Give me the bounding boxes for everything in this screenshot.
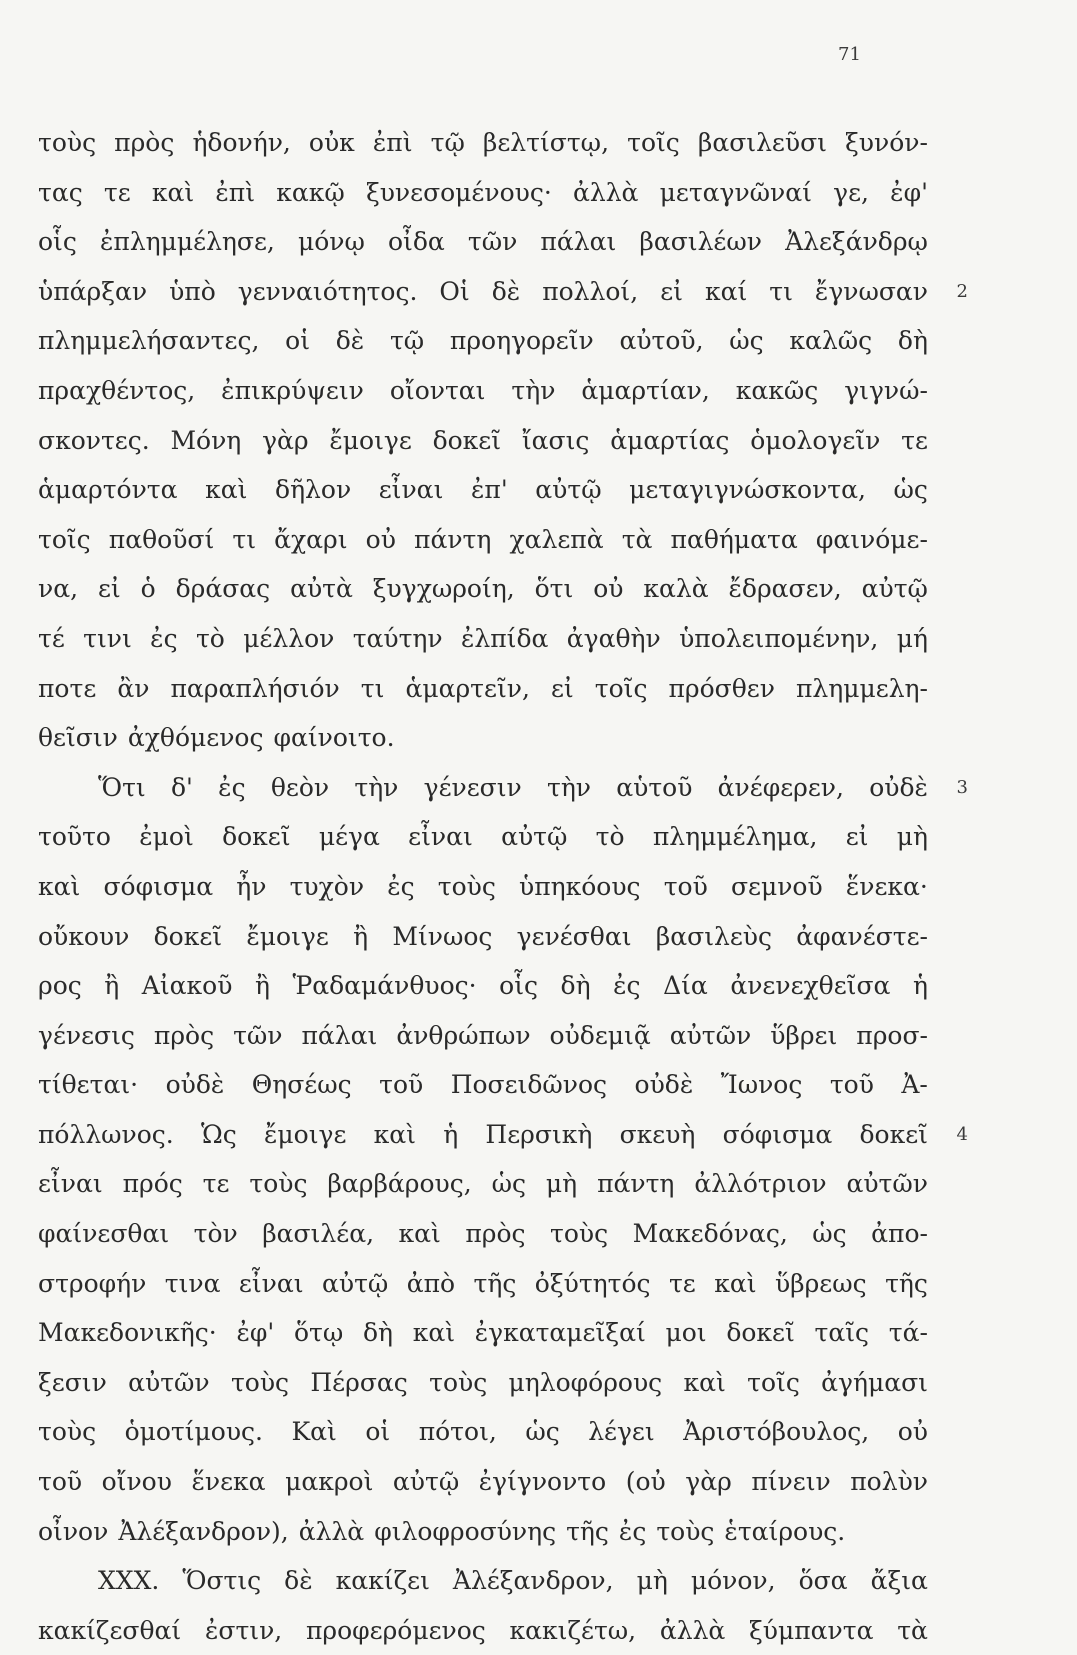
text-line: [38, 416, 928, 466]
text-line: [38, 812, 928, 862]
text-line-content: τοὺς ὁμοτίμους. Καὶ οἱ πότοι, ὡς λέγει Ἀριστόβουλος, οὐ: [38, 1417, 928, 1447]
text-line-content: ποτε ἂν παραπλήσιόν τι ἁμαρτεῖν, εἰ τοῖς πρόσθεν πλημμελη-: [38, 673, 928, 703]
text-line: [38, 664, 928, 714]
text-line: [38, 1407, 928, 1457]
greek-text-body: [38, 118, 968, 1655]
text-line: [38, 366, 928, 416]
text-line-content: τοὺς πρὸς ἡδονήν, οὐκ ἐπὶ τῷ βελτίστῳ, τοῖς βασιλεῦσι ξυνόν-: [38, 128, 928, 157]
text-line-content: τοῖς παθοῦσί τι ἄχαρι οὐ πάντη χαλεπὰ τὰ παθήματα φαινόμε-: [38, 524, 928, 554]
text-line: [38, 1259, 928, 1309]
text-line: [38, 961, 928, 1011]
text-line: [38, 614, 928, 664]
text-line-content: κακίζεσθαί ἐστιν, προφερόμενος κακιζέτω, ἀλλὰ ξύμπαντα τὰ: [38, 1615, 928, 1645]
text-line-content: θεῖσιν ἀχθόμενος φαίνοιτο.: [38, 723, 395, 753]
text-line: [38, 1308, 928, 1358]
text-line-content: Μακεδονικῆς· ἐφ' ὅτῳ δὴ καὶ ἐγκαταμεῖξαί μοι δοκεῖ ταῖς τά-: [38, 1318, 928, 1348]
text-line-content: σκοντες. Μόνη γὰρ ἔμοιγε δοκεῖ ἴασις ἁμαρτίας ὁμολογεῖν τε: [38, 425, 928, 455]
text-line-content: να, εἰ ὁ δράσας αὐτὰ ξυγχωροίη, ὅτι οὐ καλὰ ἔδρασεν, αὐτῷ: [38, 574, 928, 604]
text-line-content: καὶ σόφισμα ἦν τυχὸν ἐς τοὺς ὑπηκόους τοῦ σεμνοῦ ἕνεκα·: [38, 871, 928, 901]
text-line-content: ξεσιν αὐτῶν τοὺς Πέρσας τοὺς μηλοφόρους καὶ τοῖς ἀγήμασι: [38, 1367, 928, 1397]
text-line-content: στροφήν τινα εἶναι αὐτῷ ἀπὸ τῆς ὀξύτητός τε καὶ ὕβρεως τῆς: [38, 1268, 928, 1298]
text-line: [38, 1060, 928, 1110]
text-line: [38, 316, 928, 366]
text-line-content: οὔκουν δοκεῖ ἔμοιγε ἢ Μίνωος γενέσθαι βασιλεὺς ἀφανέστε-: [38, 921, 928, 951]
text-line: [38, 217, 928, 267]
text-line: [38, 564, 928, 614]
text-line: [38, 912, 928, 962]
text-line: [38, 1556, 928, 1606]
text-line-content: τας τε καὶ ἐπὶ κακῷ ξυνεσομένους· ἀλλὰ μεταγνῶναί γε, ἐφ': [38, 177, 928, 207]
text-line-content: Ὅτι δ' ἐς θεὸν τὴν γένεσιν τὴν αὑτοῦ ἀνέφερεν, οὐδὲ: [98, 772, 928, 802]
text-line-content: τέ τινι ἐς τὸ μέλλον ταύτην ἐλπίδα ἀγαθὴν ὑπολειπομένην, μή: [38, 623, 928, 653]
text-line-content: τίθεται· οὐδὲ Θησέως τοῦ Ποσειδῶνος οὐδὲ Ἴωνος τοῦ Ἀ-: [38, 1070, 928, 1100]
text-line-content: εἶναι πρός τε τοὺς βαρβάρους, ὡς μὴ πάντη ἀλλότριον αὐτῶν: [38, 1169, 928, 1199]
text-line-content: γένεσις πρὸς τῶν πάλαι ἀνθρώπων οὐδεμιᾷ αὐτῶν ὕβρει προσ-: [38, 1020, 928, 1050]
text-line-content: τοῦτο ἐμοὶ δοκεῖ μέγα εἶναι αὐτῷ τὸ πλημμέλημα, εἰ μὴ: [38, 822, 928, 852]
text-line: [38, 168, 928, 218]
text-line: [38, 1507, 928, 1557]
text-line: [38, 862, 928, 912]
section-margin-number: 4: [956, 1123, 968, 1145]
text-line-content: ρος ἢ Αἰακοῦ ἢ Ῥαδαμάνθυος· οἷς δὴ ἐς Δία ἀνενεχθεῖσα ἡ: [38, 971, 928, 1001]
text-line-content: οἶνον Ἀλέξανδρον), ἀλλὰ φιλοφροσύνης τῆς ἐς τοὺς ἑταίρους.: [38, 1516, 846, 1546]
text-line: [38, 763, 968, 813]
text-line: [38, 118, 928, 168]
text-line-content: πόλλωνος. Ὡς ἔμοιγε καὶ ἡ Περσικὴ σκευὴ σόφισμα δοκεῖ: [38, 1119, 928, 1149]
text-line: [38, 713, 928, 763]
text-line-content: πλημμελήσαντες, οἱ δὲ τῷ προηγορεῖν αὐτοῦ, ὡς καλῶς δὴ: [38, 326, 928, 356]
text-line: [38, 515, 928, 565]
text-line: [38, 1209, 928, 1259]
section-margin-number: 3: [956, 776, 968, 798]
text-line: [38, 1358, 928, 1408]
text-line-content: ἁμαρτόντα καὶ δῆλον εἶναι ἐπ' αὐτῷ μεταγιγνώσκοντα, ὡς: [38, 475, 928, 505]
page-number: 71: [838, 44, 861, 65]
text-line-content: XXX. Ὅστις δὲ κακίζει Ἀλέξανδρον, μὴ μόνον, ὅσα ἄξια: [98, 1566, 928, 1596]
text-line: [38, 1011, 928, 1061]
text-line-content: ὑπάρξαν ὑπὸ γενναιότητος. Οἱ δὲ πολλοί, εἰ καί τι ἔγνωσαν: [38, 276, 928, 306]
text-line-content: πραχθέντος, ἐπικρύψειν οἴονται τὴν ἁμαρτίαν, κακῶς γιγνώ-: [38, 375, 928, 405]
text-line: [38, 267, 968, 317]
text-line-content: τοῦ οἴνου ἕνεκα μακροὶ αὐτῷ ἐγίγνοντο (οὐ γὰρ πίνειν πολὺν: [38, 1467, 928, 1497]
text-line: [38, 1457, 928, 1507]
text-line: [38, 465, 928, 515]
text-line-content: οἷς ἐπλημμέλησε, μόνῳ οἶδα τῶν πάλαι βασιλέων Ἀλεξάνδρῳ: [38, 227, 928, 257]
text-line: [38, 1159, 928, 1209]
text-line: [38, 1110, 968, 1160]
text-line-content: φαίνεσθαι τὸν βασιλέα, καὶ πρὸς τοὺς Μακεδόνας, ὡς ἀπο-: [38, 1219, 928, 1249]
text-line: [38, 1606, 928, 1655]
section-margin-number: 2: [956, 280, 968, 302]
